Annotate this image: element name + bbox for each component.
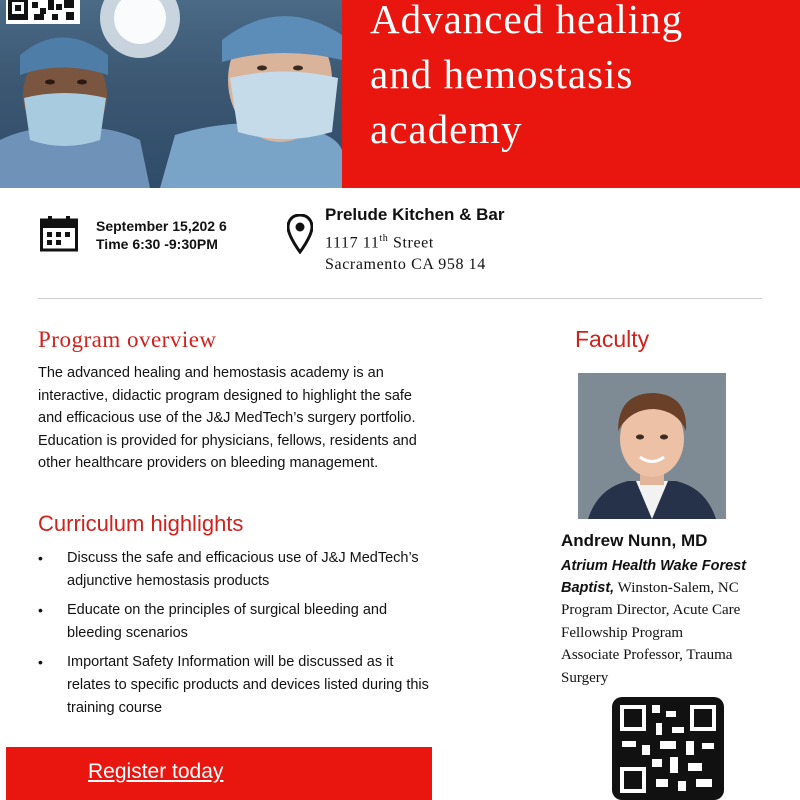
event-date: September 15,202 6 bbox=[96, 218, 227, 234]
section-divider bbox=[38, 298, 762, 299]
address-city: Sacramento CA 958 14 bbox=[325, 256, 486, 274]
event-datetime bbox=[96, 217, 227, 253]
faculty-role-line: Program Director, Acute Care bbox=[561, 602, 741, 618]
curriculum-list bbox=[38, 547, 438, 726]
venue-address bbox=[325, 228, 486, 276]
list-item: • Important Safety Information will be discussed as it relates to specific products and devices listed during this training course bbox=[38, 654, 429, 716]
curriculum-heading: Curriculum highlights bbox=[38, 511, 244, 536]
faculty-role-line: Surgery bbox=[561, 669, 609, 686]
faculty-institution: Atrium Health Wake Forest Baptist, Winston-Salem, NC bbox=[561, 558, 747, 596]
event-time: Time 6:30 -9:30PM bbox=[96, 236, 218, 252]
overview-body: The advanced healing and hemostasis academy is an interactive, didactic program designed to highlight the safe and efficacious use of the J&J MedTech’s surgery portfolio. Education is provided for physicians, fellows, residents and other healthcare providers on bleeding management. bbox=[38, 365, 417, 472]
faculty-location: Winston-Salem, NC bbox=[614, 580, 739, 596]
faculty-roles bbox=[561, 599, 786, 689]
faculty-photo bbox=[578, 373, 726, 519]
title-line: and hemostasis bbox=[370, 51, 634, 97]
event-info-row bbox=[0, 200, 800, 290]
title-line: academy bbox=[370, 106, 523, 152]
overview-heading: Program overview bbox=[38, 327, 217, 352]
faculty-role-line: Associate Professor, Trauma bbox=[561, 647, 733, 664]
list-item: • Educate on the principles of surgical bleeding and bleeding scenarios bbox=[38, 602, 388, 641]
qr-code-icon bbox=[6, 0, 80, 24]
faculty-heading: Faculty bbox=[575, 326, 650, 352]
qr-code-icon[interactable] bbox=[612, 697, 724, 800]
faculty-name: Andrew Nunn, MD bbox=[561, 531, 708, 550]
list-item: • Discuss the safe and efficacious use of J&J MedTech’s adjunctive hemostasis products bbox=[38, 550, 419, 589]
title-line: Advanced healing bbox=[370, 0, 684, 42]
calendar-icon bbox=[40, 216, 78, 252]
venue-name: Prelude Kitchen & Bar bbox=[325, 205, 505, 224]
address-street: 1117 11th Street bbox=[325, 233, 434, 252]
register-link[interactable]: Register today bbox=[88, 760, 224, 783]
faculty-role-line: Fellowship Program bbox=[561, 624, 684, 641]
page-title bbox=[370, 0, 790, 157]
hero-surgeons-photo bbox=[0, 0, 342, 188]
location-pin-icon bbox=[287, 214, 313, 254]
